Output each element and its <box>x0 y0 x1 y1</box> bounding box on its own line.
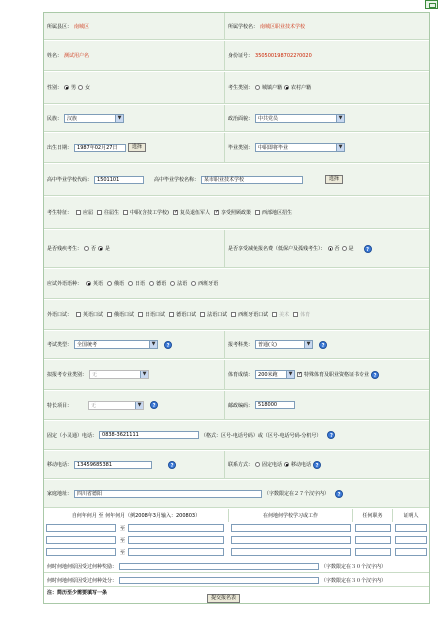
ethnic-label: 民族： <box>47 115 63 122</box>
punish-hint: （字数限定在３０个汉字内） <box>321 577 387 584</box>
ethnic-select[interactable] <box>64 114 124 123</box>
chevron-down-icon: ▼ <box>304 341 312 348</box>
gender-female-radio[interactable] <box>78 85 83 90</box>
score-select[interactable] <box>255 370 295 379</box>
contact-mobile-radio[interactable] <box>284 462 289 467</box>
hobby-value: 无 <box>91 402 97 409</box>
exam_lang-option-4-radio[interactable] <box>170 281 175 286</box>
row-disability <box>44 230 429 268</box>
resume-role-input[interactable] <box>355 536 391 544</box>
school-select-button[interactable]: 选择 <box>325 175 343 184</box>
exam_lang-option-1-radio[interactable] <box>107 281 112 286</box>
gender-male-radio[interactable] <box>64 85 69 90</box>
exam-type-select[interactable] <box>74 340 158 349</box>
birth-label: 出生日期： <box>47 145 73 151</box>
chevron-down-icon: ▼ <box>336 115 344 122</box>
chevron-down-icon: ▼ <box>336 144 344 151</box>
poverty-yes-label: 是 <box>348 246 354 252</box>
row-hobby <box>44 391 429 420</box>
oral-option-4-label: 法语口试 <box>207 312 228 318</box>
political-value: 中共党员 <box>258 115 279 122</box>
disability-no-radio[interactable] <box>84 246 89 251</box>
hukou-label: 考生类别： <box>228 85 254 91</box>
sports-check-label: 特殊体育及职业资格证书专业 <box>304 372 370 378</box>
subject-select[interactable] <box>255 340 313 349</box>
punish-label: 何时何地何原因受过何种处分： <box>47 577 118 584</box>
row-punish <box>44 574 429 587</box>
political-label: 政治面貌： <box>228 115 254 122</box>
special-option-0-label: 应届 <box>83 210 94 216</box>
resume-role-input[interactable] <box>355 524 391 532</box>
contact-label: 联系方式： <box>228 462 254 468</box>
special-option-4-label: 享受照顾政策 <box>220 210 251 216</box>
school-code-input[interactable]: 1501101 <box>94 176 144 184</box>
exam-type-label: 考试类型： <box>47 342 73 348</box>
postcode-input[interactable]: 518000 <box>255 401 295 409</box>
oral-option-6-checkbox[interactable] <box>272 312 277 317</box>
school-name-input[interactable]: 某市职业技术学校 <box>201 176 303 184</box>
resume-place-input[interactable] <box>231 524 351 532</box>
submit-button[interactable]: 提交报名表 <box>207 594 240 603</box>
gender-female-label: 女 <box>85 85 91 91</box>
special-option-2-checkbox[interactable] <box>123 210 128 215</box>
major-label: 拟报考专业类别： <box>47 372 88 378</box>
help-icon[interactable]: ? <box>371 371 379 379</box>
resume-from-input[interactable] <box>46 536 116 544</box>
subject-label: 报考科类： <box>228 342 254 348</box>
disability-label: 是否残疾考生： <box>47 246 83 252</box>
help-icon[interactable]: ? <box>313 461 321 469</box>
row-district <box>44 13 429 40</box>
phone-hint: （格式：区号-电话号码）或（区号-电话号码-分机号） <box>201 432 322 439</box>
poverty-no-label: 否 <box>334 246 340 252</box>
resume-witness-input[interactable] <box>395 524 427 532</box>
gender-label: 性别： <box>47 85 63 91</box>
phone-label: 固定（小灵通）电话： <box>47 432 98 439</box>
subject-value: 普通(文) <box>258 342 277 348</box>
exam_lang-option-4-label: 法语 <box>177 281 188 287</box>
help-icon[interactable]: ? <box>168 461 176 469</box>
hukou-rural-label: 农村户籍 <box>291 85 312 91</box>
row-major <box>44 360 429 390</box>
resume-place-input[interactable] <box>231 548 351 556</box>
oral-option-3-checkbox[interactable] <box>169 312 174 317</box>
poverty-label: 是否享受减免报名费（低保户及孤残考生）： <box>228 246 326 252</box>
oral-label: 外语口试： <box>47 312 73 318</box>
exam_lang-option-0-radio[interactable] <box>86 281 91 286</box>
row-awards <box>44 560 429 573</box>
resume-header-role: 任何职务 <box>353 509 393 522</box>
major-value: 无 <box>92 372 98 378</box>
exam_lang-option-5-radio[interactable] <box>191 281 196 286</box>
top-right-icon[interactable] <box>425 0 438 9</box>
row-oral <box>44 300 429 330</box>
special-option-3-checkbox[interactable] <box>173 210 178 215</box>
row-ethnic <box>44 105 429 132</box>
exam-type-value: 全国统考 <box>77 342 98 348</box>
birth-input[interactable]: 1987年02月27日 <box>74 144 126 152</box>
special-option-4-checkbox[interactable] <box>214 210 219 215</box>
mobile-label: 移动电话： <box>47 462 73 468</box>
awards-label: 何时何地何原因受过何种奖励： <box>47 563 118 570</box>
help-icon[interactable]: ? <box>164 341 172 349</box>
oral-option-1-checkbox[interactable] <box>107 312 112 317</box>
name-label: 姓名： <box>47 53 63 59</box>
exam-lang-label: 应试外语语种： <box>47 281 83 287</box>
row-exam-type <box>44 331 429 359</box>
school-label: 所属学校名： <box>228 23 259 30</box>
contact-phone-radio[interactable] <box>255 462 260 467</box>
chevron-down-icon: ▼ <box>149 341 157 348</box>
school-name-label: 高中毕业学校名称： <box>154 177 200 183</box>
special-option-1-label: 往届生 <box>104 210 120 216</box>
row-address <box>44 480 429 508</box>
grad-value: 中职即将毕业 <box>258 145 289 151</box>
oral-option-1-label: 俄语口试 <box>114 312 135 318</box>
chevron-down-icon: ▼ <box>135 402 143 409</box>
row-school-code <box>44 164 429 196</box>
address-hint: （字数限定在２７个汉字内） <box>264 491 330 497</box>
phone-input[interactable]: 0838-3621111 <box>99 431 199 439</box>
oral-option-5-label: 西班牙语口试 <box>238 312 269 318</box>
resume-place-input[interactable] <box>231 536 351 544</box>
resume-witness-input[interactable] <box>395 548 427 556</box>
resume-table <box>44 509 429 559</box>
special-option-0-checkbox[interactable] <box>76 210 81 215</box>
oral-option-3-label: 德语口试 <box>176 312 197 318</box>
resume-from-input[interactable] <box>46 524 116 532</box>
exam_lang-option-0-label: 英语 <box>93 281 104 287</box>
school-code-label: 高中毕业学校代码： <box>47 177 93 183</box>
resume-until-input[interactable] <box>128 524 224 532</box>
special-option-5-label: 西部地区招生 <box>261 210 292 216</box>
hobby-select[interactable] <box>88 401 144 410</box>
resume-to-label: 至 <box>120 538 126 544</box>
major-select[interactable] <box>89 370 149 379</box>
row-exam-lang <box>44 269 429 299</box>
chevron-down-icon: ▼ <box>115 115 123 122</box>
political-select[interactable] <box>255 114 345 123</box>
chevron-down-icon: ▼ <box>140 371 148 378</box>
resume-witness-input[interactable] <box>395 536 427 544</box>
contact-phone-label: 固定电话 <box>262 462 283 468</box>
hukou-urban-radio[interactable] <box>255 85 260 90</box>
sports-checkbox[interactable] <box>297 372 302 377</box>
oral-option-0-checkbox[interactable] <box>76 312 81 317</box>
special-option-2-label: 中职(含技工学校) <box>130 210 169 216</box>
exam_lang-option-3-radio[interactable] <box>149 281 154 286</box>
exam_lang-option-3-label: 德语 <box>156 281 167 287</box>
oral-option-5-checkbox[interactable] <box>231 312 236 317</box>
oral-option-2-label: 日语口试 <box>145 312 166 318</box>
contact-mobile-label: 移动电话 <box>291 462 312 468</box>
oral-option-2-checkbox[interactable] <box>138 312 143 317</box>
chevron-down-icon: ▼ <box>286 371 294 378</box>
district-label: 所属县区： <box>47 23 73 30</box>
punish-input[interactable] <box>119 577 319 584</box>
resume-from-input[interactable] <box>46 548 116 556</box>
row-special <box>44 197 429 229</box>
score-label: 体育成绩： <box>228 372 254 378</box>
disability-yes-label: 是 <box>105 246 111 252</box>
gender-male-label: 男 <box>71 85 77 91</box>
poverty-no-radio[interactable] <box>328 246 333 251</box>
oral-option-4-checkbox[interactable] <box>200 312 205 317</box>
row-gender <box>44 72 429 104</box>
help-icon[interactable]: ? <box>319 341 327 349</box>
registration-form <box>43 12 430 604</box>
mobile-input[interactable]: 13459685381 <box>74 461 152 469</box>
row-mobile <box>44 451 429 479</box>
oral-option-7-label: 体育 <box>300 312 311 318</box>
awards-hint: （字数限定在３０个汉字内） <box>321 563 387 570</box>
resume-header-date: 自何年何月 至 何年何月（例2008年3月输入：200803） <box>44 509 229 522</box>
disability-yes-radio[interactable] <box>98 246 103 251</box>
address-label: 家庭地址： <box>47 491 73 497</box>
resume-to-label: 至 <box>120 526 126 532</box>
help-icon[interactable]: ? <box>150 401 158 409</box>
resume-header-place: 在何地何学校学习或工作 <box>229 509 353 522</box>
disability-no-label: 否 <box>91 246 97 252</box>
note-text: 注：简历至少需要填写一条 <box>47 590 108 596</box>
awards-input[interactable] <box>119 563 319 570</box>
oral-option-6-label: 美术 <box>279 312 290 318</box>
special-option-5-checkbox[interactable] <box>255 210 260 215</box>
name-value: 测试用户名 <box>64 53 90 59</box>
help-icon[interactable]: ? <box>364 245 372 253</box>
special-option-1-checkbox[interactable] <box>97 210 102 215</box>
score-value: 200米跑 <box>258 372 278 378</box>
resume-header-witness: 证明人 <box>403 513 419 519</box>
help-icon[interactable]: ? <box>327 431 335 439</box>
exam_lang-option-2-radio[interactable] <box>128 281 133 286</box>
hukou-rural-radio[interactable] <box>284 85 289 90</box>
resume-until-input[interactable] <box>128 536 224 544</box>
row-phone <box>44 421 429 450</box>
oral-option-7-checkbox[interactable] <box>293 312 298 317</box>
exam_lang-option-5-label: 西班牙语 <box>198 281 219 287</box>
hobby-label: 特长项目： <box>47 402 73 409</box>
help-icon[interactable]: ? <box>335 490 343 498</box>
school-value: 南城区职业技术学校 <box>260 23 306 30</box>
row-birth <box>44 133 429 163</box>
birth-select-button[interactable]: 选择 <box>128 143 146 152</box>
postcode-label: 邮政编码： <box>228 402 254 409</box>
ethnic-value: 汉族 <box>67 115 78 122</box>
resume-until-input[interactable] <box>128 548 224 556</box>
hukou-urban-label: 城镇户籍 <box>262 85 283 91</box>
grad-label: 毕业类别： <box>228 145 254 151</box>
exam_lang-option-2-label: 日语 <box>135 281 146 287</box>
exam_lang-option-1-label: 俄语 <box>114 281 125 287</box>
grad-select[interactable] <box>255 143 345 152</box>
id-value: 3505001987022?0020 <box>255 52 312 59</box>
district-value: 南城区 <box>74 23 90 30</box>
address-input[interactable]: 四川省德阳 <box>74 490 262 498</box>
oral-option-0-label: 英语口试 <box>83 312 104 318</box>
special-option-3-label: 复员退伍军人 <box>179 210 210 216</box>
resume-to-label: 至 <box>120 550 126 556</box>
poverty-yes-radio[interactable] <box>342 246 347 251</box>
resume-role-input[interactable] <box>355 548 391 556</box>
special-label: 考生特征： <box>47 210 73 216</box>
row-name <box>44 41 429 71</box>
id-label: 身份证号： <box>228 53 254 59</box>
